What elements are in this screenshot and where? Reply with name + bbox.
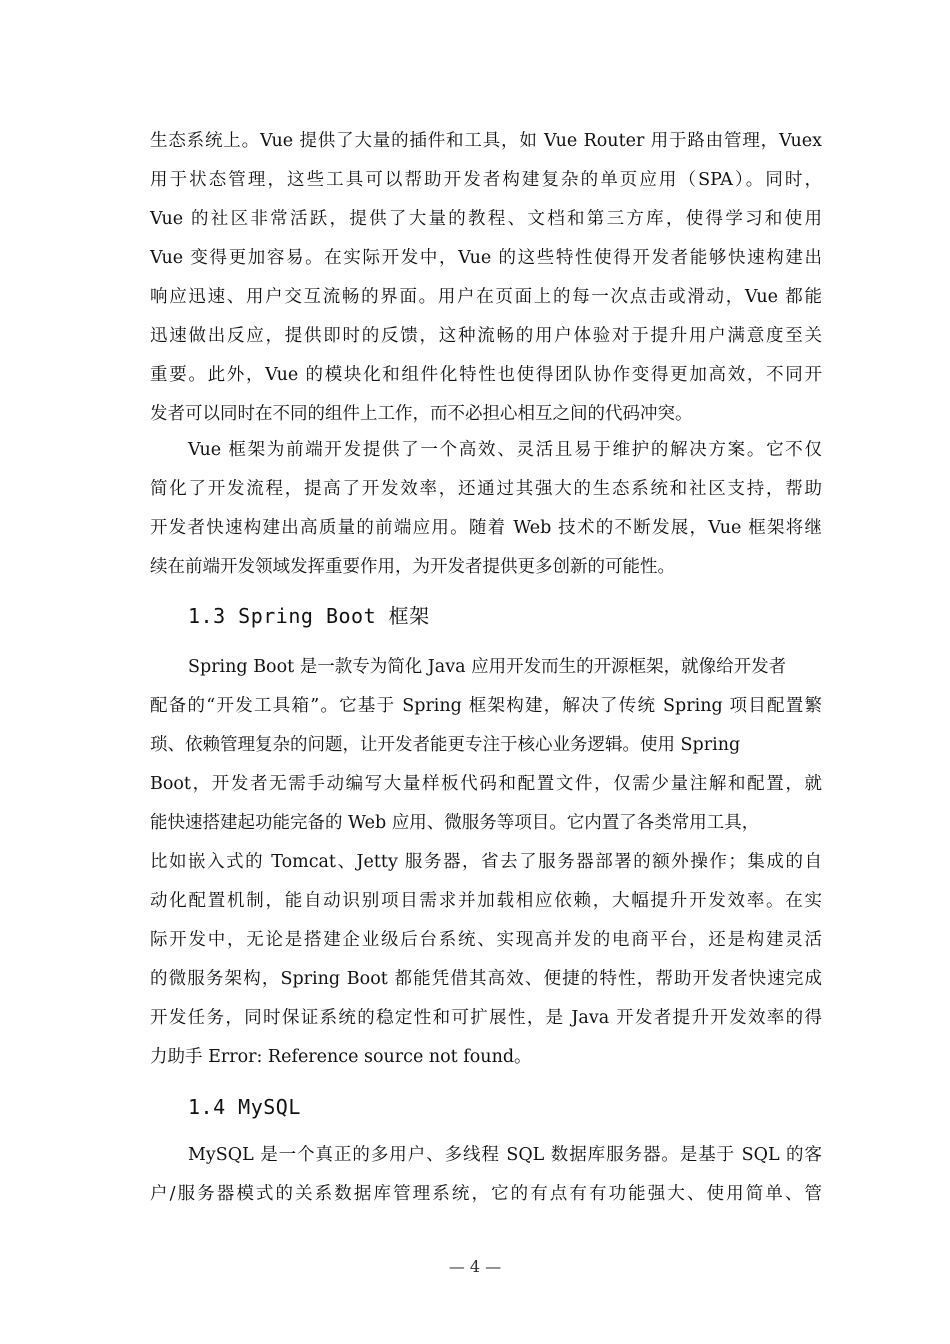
text-line: 的微服务架构，Spring Boot 都能凭借其高效、便捷的特性，帮助开发者快速完成	[150, 969, 822, 989]
text-line: 续在前端开发领域发挥重要作用，为开发者提供更多创新的可能性。	[150, 557, 675, 577]
text-line: MySQL 是一个真正的多用户、多线程 SQL 数据库服务器。是基于 SQL 的客	[188, 1145, 822, 1165]
text-line: Vue 框架为前端开发提供了一个高效、灵活且易于维护的解决方案。它不仅	[188, 440, 822, 460]
text-line: 响应迅速、用户交互流畅的界面。用户在页面上的每一次点击或滑动，Vue 都能	[150, 287, 822, 307]
text-line: 生态系统上。Vue 提供了大量的插件和工具，如 Vue Router 用于路由管理，Vuex	[150, 131, 822, 151]
text-line: 迅速做出反应，提供即时的反馈，这种流畅的用户体验对于提升用户满意度至关	[150, 326, 822, 346]
text-line: 动化配置机制，能自动识别项目需求并加载相应依赖，大幅提升开发效率。在实	[150, 891, 822, 911]
text-line: 际开发中，无论是搭建企业级后台系统、实现高并发的电商平台，还是构建灵活	[150, 930, 822, 950]
page-number: — 4 —	[448, 1257, 502, 1276]
text-line: 开发者快速构建出高质量的前端应用。随着 Web 技术的不断发展，Vue 框架将继	[150, 518, 822, 538]
text-line: Boot，开发者无需手动编写大量样板代码和配置文件，仅需少量注解和配置，就	[150, 774, 822, 794]
text-line: Vue 变得更加容易。在实际开发中，Vue 的这些特性使得开发者能够快速构建出	[150, 248, 822, 268]
text-line: 配备的“开发工具箱”。它基于 Spring 框架构建，解决了传统 Spring 项目配置繁	[150, 696, 822, 716]
text-line: 力助手 Error: Reference source not found。	[150, 1047, 532, 1067]
text-line: 重要。此外，Vue 的模块化和组件化特性也使得团队协作变得更加高效，不同开	[150, 365, 822, 385]
text-line: Spring Boot 是一款专为简化 Java 应用开发而生的开源框架，就像给开发者	[188, 657, 787, 677]
text-line: 户/服务器模式的关系数据库管理系统，它的有点有有功能强大、使用简单、管	[150, 1184, 822, 1204]
text-line: 简化了开发流程，提高了开发效率，还通过其强大的生态系统和社区支持，帮助	[150, 479, 822, 499]
text-line: 能快速搭建起功能完备的 Web 应用、微服务等项目。它内置了各类常用工具，	[150, 813, 760, 833]
text-line: 发者可以同时在不同的组件上工作，而不必担心相互之间的代码冲突。	[150, 404, 693, 424]
text-line: 用于状态管理，这些工具可以帮助开发者构建复杂的单页应用（SPA）。同时，	[150, 170, 822, 190]
section-heading-mysql: 1.4 MySQL	[188, 1095, 301, 1119]
section-heading-spring-boot: 1.3 Spring Boot 框架	[188, 604, 430, 628]
text-line: Vue 的社区非常活跃，提供了大量的教程、文档和第三方库，使得学习和使用	[150, 209, 822, 229]
text-line: 比如嵌入式的 Tomcat、Jetty 服务器，省去了服务器部署的额外操作；集成的自	[150, 852, 822, 872]
text-line: 琐、依赖管理复杂的问题，让开发者能更专注于核心业务逻辑。使用 Spring	[150, 735, 741, 755]
text-line: 开发任务，同时保证系统的稳定性和可扩展性，是 Java 开发者提升开发效率的得	[150, 1008, 822, 1028]
